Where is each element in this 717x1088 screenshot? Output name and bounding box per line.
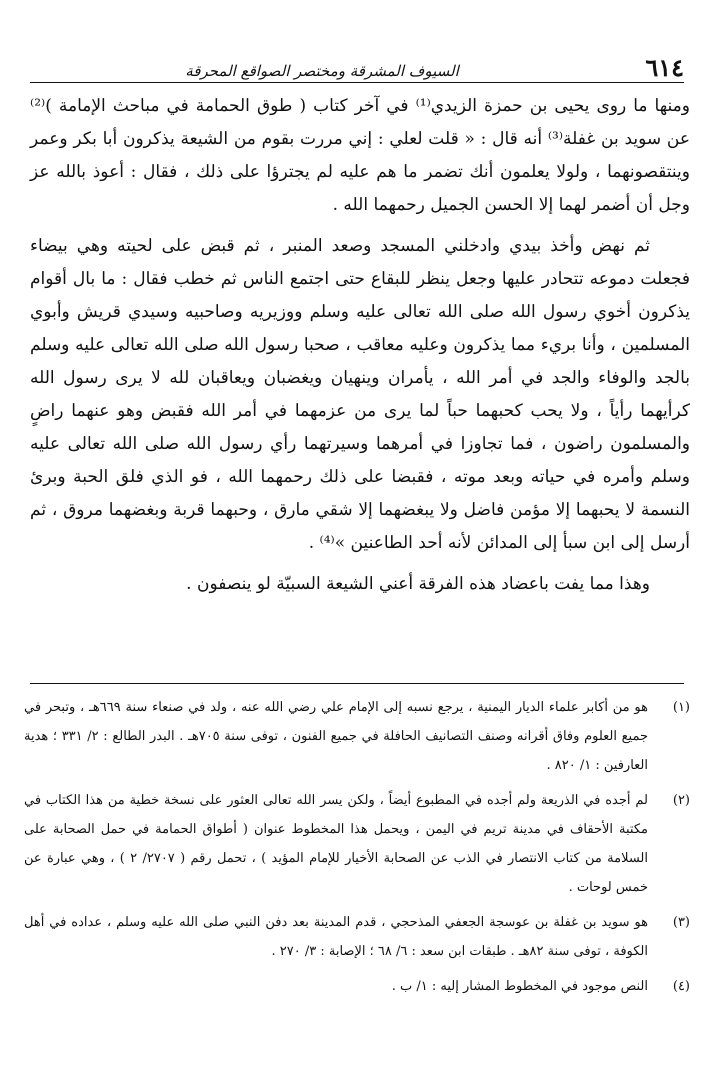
header-rule [30,82,684,83]
footnote-text: لم أجده في الذريعة ولم أجده في المطبوع أيضاً ، ولكن يسر الله تعالى العثور على نسخة خطية من هذا الكتاب في مكتبة الأحقاف في مدينة تريم في اليمن ، ويحمل هذا المخطوط عنوان ( أطواق الحمامة في حمل الصحابة على السلامة من كتاب الانتصار في الذب عن الصحابة الأخيار للإمام المؤيد ) ، تحمل رقم ( ٢٧٠٧/ ٢ ) ، وهي عبارة عن خمس لوحات . [24,793,649,895]
footnote [24,786,690,902]
footnote [24,972,690,1001]
footnote-rule [30,683,684,684]
paragraph: ثم نهض وأخذ بيدي وادخلني المسجد وصعد المنبر ، ثم قبض على لحيته وهي بيضاء فجعلت دموعه تتحادر عليها وجعل ينظر للبقاع حتى اجتمع الناس ثم خطب فقال : ما بال أقوام يذكرون أخوي رسول الله صلى الله تعالى عليه وسلم ووزيريه وصاحبيه وسيدي قريش وأبوي المسلمين ، وأنا بريء مما يذكرون وعليه معاقب ، صحبا رسول الله صلى الله تعالى عليه وسلم بالجد والوفاء والجد في أمر الله ، يأمران وينهيان ويغضبان ويعاقبان لله لا يرى رسول الله كرأيهما رأياً ، ولا يحب كحبهما حباً لما يرى من عزمهما في أمر الله فقبض وهو عنهما راضٍ والمسلمون راضون ، فما تجاوزا في أمرهما وسيرتهما رأي رسول الله صلى الله تعالى عليه وسلم وأمره في حياته وبعد موته ، فقبضا على ذلك رحمهما الله ، فو الذي فلق الحبة وبرئ النسمة لا يحبهما إلا مؤمن فاضل ولا يبغضهما إلا شقي مارق ، وحبهما قربة وبغضهما مروق ، ثم أرسل إلى ابن سبأ إلى المدائن لأنه أحد الطاعنين »⁽⁴⁾ . [30,236,690,553]
footnote-text: النص موجود في المخطوط المشار إليه : ١/ ب . [391,979,648,994]
footnote-number: (٤) [672,979,690,994]
footnote-number: (١) [672,700,690,715]
page-number: ٦١٤ [645,53,684,82]
footnote [24,693,690,780]
running-title: السيوف المشرقة ومختصر الصواقع المحرقة [185,62,459,80]
paragraph: ومنها ما روى يحيى بن حمزة الزيدي⁽¹⁾ في آخر كتاب ( طوق الحمامة في مباحث الإمامة )⁽²⁾ عن سويد بن غفلة⁽³⁾ أنه قال : « قلت لعلي : إني مررت بقوم من الشيعة يذكرون أبا بكر وعمر وينتقصونهما ، ولولا يعلمون أنك تضمر ما هم عليه لم يجترؤا على ذلك ، فقال : أعوذ بالله عز وجل أن أضمر لهما إلا الحسن الجميل رحمهما الله . [30,96,690,215]
main-text [30,90,690,601]
footnote-number: (٣) [672,915,690,930]
footnote-text: هو من أكابر علماء الديار اليمنية ، يرجع نسبه إلى الإمام علي رضي الله عنه ، ولد في صنعاء سنة ٦٦٩هـ ، وتبحر في جميع العلوم وفاق أقرانه وصنف التصانيف الحافلة في جميع الفنون ، توفى سنة ٧٠٥هـ . البدر الطالع : ٢/ ٣٣١ ؛ هدية العارفين : ١/ ٨٢٠ . [24,700,649,773]
page-header [30,44,684,80]
footnotes [24,693,690,1007]
footnote [24,908,690,966]
paragraph: وهذا مما يفت باعضاد هذه الفرقة أعني الشيعة السبيّة لو ينصفون . [186,574,650,594]
footnote-text: هو سويد بن غفلة بن عوسجة الجعفي المذحجي ، قدم المدينة بعد دفن النبي صلى الله عليه وسلم ، عداده في أهل الكوفة ، توفى سنة ٨٢هـ . طبقات ابن سعد : ٦/ ٦٨ ؛ الإصابة : ٣/ ٢٧٠ . [24,915,648,959]
footnote-number: (٢) [672,793,690,808]
